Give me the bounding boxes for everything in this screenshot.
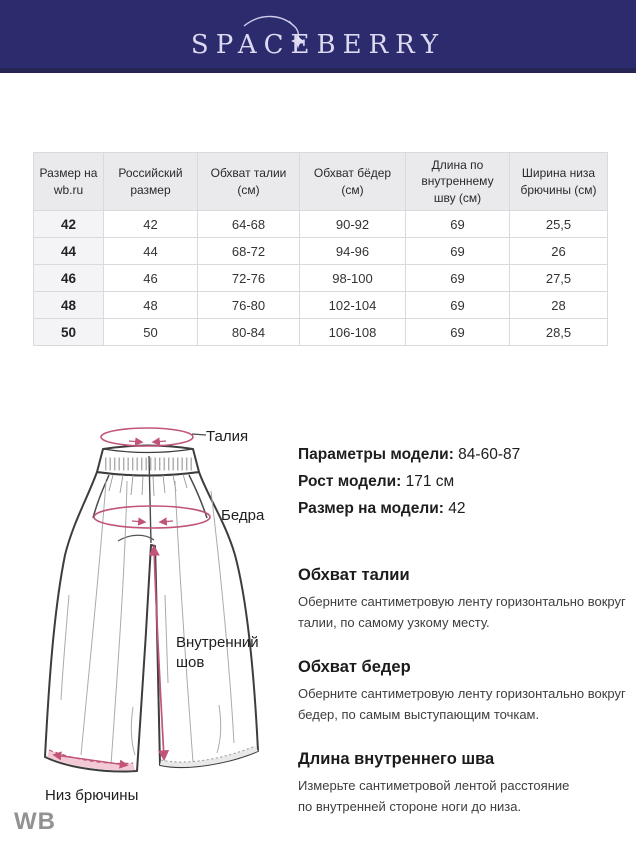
guide-text-line: талии, по самому узкому месту. [298, 614, 490, 630]
guide-section-text [298, 776, 626, 817]
guide-section-waist [298, 566, 626, 633]
model-height-line [298, 468, 626, 495]
table-cell: 48 [104, 292, 198, 319]
table-cell: 69 [406, 265, 510, 292]
table-cell: 98-100 [300, 265, 406, 292]
hem-label: Низ брючины [45, 787, 139, 804]
guide-section-title: Обхват талии [298, 566, 410, 584]
model-height-label: Рост модели: [298, 473, 402, 490]
table-cell: 50 [104, 319, 198, 346]
table-cell: 28 [510, 292, 608, 319]
table-cell: 94-96 [300, 238, 406, 265]
table-cell: 69 [406, 211, 510, 238]
table-row [34, 211, 608, 238]
table-cell: 42 [104, 211, 198, 238]
table-cell: 72-76 [198, 265, 300, 292]
row-size-cell: 46 [34, 265, 104, 292]
model-size-line [298, 495, 626, 522]
guide-text-line: Измерьте сантиметровой лентой расстояние [298, 778, 570, 793]
column-header-hips: Обхват бёдер (см) [300, 153, 406, 211]
table-cell: 27,5 [510, 265, 608, 292]
column-header-ru-size: Российский размер [104, 153, 198, 211]
table-row [34, 292, 608, 319]
model-params-value: 84-60-87 [458, 446, 521, 463]
table-cell: 69 [406, 319, 510, 346]
table-cell: 106-108 [300, 319, 406, 346]
table-cell: 64-68 [198, 211, 300, 238]
model-params-label: Параметры модели: [298, 446, 454, 463]
guide-section-text [298, 592, 626, 633]
inseam-label: Внутренний шов [176, 634, 259, 671]
brand-header-band [0, 0, 636, 73]
hips-label: Бедра [221, 507, 265, 524]
table-cell: 80-84 [198, 319, 300, 346]
row-size-cell: 48 [34, 292, 104, 319]
guide-section-inseam [298, 750, 626, 817]
model-height-value: 171 см [405, 473, 455, 490]
pants-technical-drawing [5, 415, 295, 835]
guide-section-title: Обхват бедер [298, 658, 411, 676]
guide-text-line: Оберните сантиметровую ленту горизонтально вокруг [298, 594, 626, 609]
wb-watermark: WB [14, 808, 56, 835]
spacer [298, 522, 626, 541]
table-cell: 90-92 [300, 211, 406, 238]
model-size-label: Размер на модели: [298, 500, 444, 517]
row-size-cell: 42 [34, 211, 104, 238]
table-cell: 68-72 [198, 238, 300, 265]
guide-section-title: Длина внутреннего шва [298, 750, 495, 768]
table-header-row [34, 153, 608, 211]
row-size-cell: 44 [34, 238, 104, 265]
table-cell: 76-80 [198, 292, 300, 319]
column-header-waist: Обхват талии (см) [198, 153, 300, 211]
model-size-value: 42 [448, 500, 466, 517]
table-row [34, 238, 608, 265]
column-header-inseam: Длина по внутреннему шву (см) [406, 153, 510, 211]
table-cell: 44 [104, 238, 198, 265]
guide-text-line: Оберните сантиметровую ленту горизонтально вокруг [298, 686, 626, 701]
table-cell: 26 [510, 238, 608, 265]
table-row [34, 265, 608, 292]
table-row [34, 319, 608, 346]
info-column [298, 441, 626, 817]
guide-section-hips [298, 658, 626, 725]
column-header-hem-width: Ширина низа брючины (см) [510, 153, 608, 211]
table-cell: 46 [104, 265, 198, 292]
table-cell: 25,5 [510, 211, 608, 238]
guide-text-line: бедер, по самым выступающим точкам. [298, 706, 540, 722]
table-cell: 69 [406, 238, 510, 265]
size-table [33, 152, 608, 346]
table-cell: 102-104 [300, 292, 406, 319]
model-params-line [298, 441, 626, 468]
brand-logo: SPACEBERRY [190, 30, 446, 60]
table-cell: 69 [406, 292, 510, 319]
column-header-wb-size: Размер на wb.ru [34, 153, 104, 211]
table-cell: 28,5 [510, 319, 608, 346]
waist-label: Талия [206, 428, 249, 445]
row-size-cell: 50 [34, 319, 104, 346]
guide-section-text [298, 684, 626, 725]
guide-text-line: по внутренней стороне ноги до низа. [298, 798, 522, 814]
